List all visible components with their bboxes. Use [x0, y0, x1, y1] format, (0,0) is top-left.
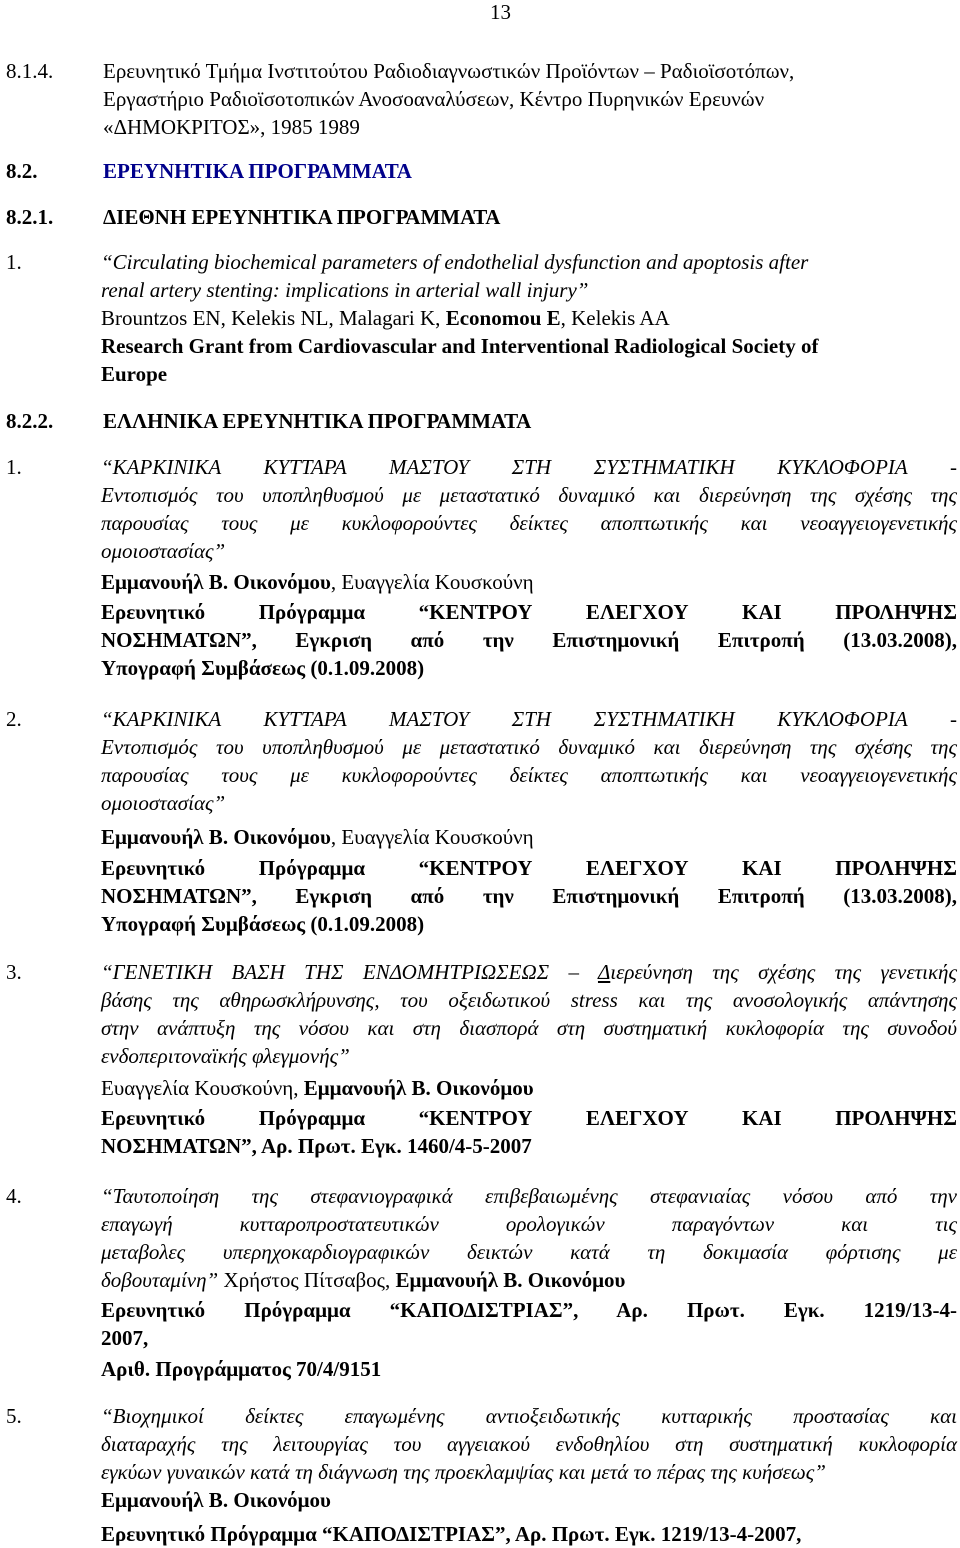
- subsection-title: ΔΙΕΘΝΗ ΕΡΕΥΝΗΤΙΚΑ ΠΡΟΓΡΑΜΜΑΤΑ: [103, 205, 501, 229]
- project-title-line: Εντοπισμός του υποπληθυσμού με μεταστατικό δυναμικό και διερεύνηση της σχέσης της: [101, 735, 957, 759]
- project-program-line: Ερευνητικό Πρόγραμμα “ΚΕΝΤΡΟΥ ΕΛΕΓΧΟΥ ΚΑΙ ΠΡΟΛΗΨΗΣ: [101, 600, 957, 624]
- project-program-line: ΝΟΣΗΜΑΤΩΝ”, Αρ. Πρωτ. Εγκ. 1460/4-5-2007: [101, 1134, 532, 1158]
- project-title-line: διαταραχής της λειτουργίας του αγγειακού ενδοθηλίου στη συστηματική κυκλοφορία: [101, 1432, 957, 1456]
- item-number: 5.: [6, 1404, 22, 1428]
- project-program-line: Υπογραφή Συμβάσεως (0.1.09.2008): [101, 912, 425, 936]
- project-program-line: 2007,: [101, 1326, 149, 1350]
- item-number: 1.: [6, 250, 22, 274]
- project-title-line: Εντοπισμός του υποπληθυσμού με μεταστατικό δυναμικό και διερεύνηση της σχέσης της: [101, 483, 957, 507]
- project-program-line: Ερευνητικό Πρόγραμμα “ΚΕΝΤΡΟΥ ΕΛΕΓΧΟΥ ΚΑΙ ΠΡΟΛΗΨΗΣ: [101, 856, 957, 880]
- project-title-line: “Ταυτοποίηση της στεφανιογραφικά επιβεβαιωμένης στεφανιαίας νόσου από την: [101, 1184, 957, 1208]
- position-line: Ερευνητικό Τμήμα Ινστιτούτου Ραδιοδιαγνωστικών Προϊόντων – Ραδιοϊσοτόπων,: [103, 59, 795, 83]
- project-title-line: επαγωγή κυτταροπροστατευτικών ορολογικών παραγόντων και τις: [101, 1212, 957, 1236]
- project-authors: Εμμανουήλ Β. Οικονόμου, Ευαγγελία Κουσκούνη: [101, 825, 534, 849]
- project-authors: Ευαγγελία Κουσκούνη, Εμμανουήλ Β. Οικονόμου: [101, 1076, 534, 1100]
- project-title-line: “ΚΑΡΚΙΝΙΚΑ ΚΥΤΤΑΡΑ ΜΑΣΤΟΥ ΣΤΗ ΣΥΣΤΗΜΑΤΙΚΗ ΚΥΚΛΟΦΟΡΙΑ -: [101, 707, 957, 731]
- project-title-line: “ΚΑΡΚΙΝΙΚΑ ΚΥΤΤΑΡΑ ΜΑΣΤΟΥ ΣΤΗ ΣΥΣΤΗΜΑΤΙΚΗ ΚΥΚΛΟΦΟΡΙΑ -: [101, 455, 957, 479]
- section-title: ΕΡΕΥΝΗΤΙΚΑ ΠΡΟΓΡΑΜΜΑΤΑ: [103, 159, 412, 183]
- position-line: «ΔΗΜΟΚΡΙΤΟΣ», 1985 1989: [103, 115, 360, 139]
- item-number: 2.: [6, 707, 22, 731]
- position-line: Εργαστήριο Ραδιοϊσοτοπικών Ανοσοαναλύσεων, Κέντρο Πυρηνικών Ερευνών: [103, 87, 765, 111]
- position-number: 8.1.4.: [6, 59, 54, 83]
- page-number: 13: [490, 0, 511, 24]
- project-program-line: Ερευνητικό Πρόγραμμα “ΚΑΠΟΔΙΣΤΡΙΑΣ”, Αρ. Πρωτ. Εγκ. 1219/13-4-2007,: [101, 1522, 802, 1546]
- project-grant-line: Europe: [101, 362, 168, 386]
- project-authors: Εμμανουήλ Β. Οικονόμου, Ευαγγελία Κουσκούνη: [101, 570, 534, 594]
- project-program-line: Ερευνητικό Πρόγραμμα “ΚΕΝΤΡΟΥ ΕΛΕΓΧΟΥ ΚΑΙ ΠΡΟΛΗΨΗΣ: [101, 1106, 957, 1130]
- project-authors: Brountzos EN, Kelekis NL, Malagari K, Economou E, Kelekis AA: [101, 306, 670, 330]
- project-title-line: παρουσίας τους με κυκλοφορούντες δείκτες αποπτωτικής και νεοαγγειογενετικής: [101, 763, 957, 787]
- project-title-line: εγκύων γυναικών κατά τη διάγνωση της προεκλαμψίας και μετά το πέρας της κυήσεως”: [101, 1460, 826, 1484]
- project-program-line: Υπογραφή Συμβάσεως (0.1.09.2008): [101, 656, 425, 680]
- project-program-line: ΝΟΣΗΜΑΤΩΝ”, Εγκριση από την Επιστημονική Επιτροπή (13.03.2008),: [101, 628, 957, 652]
- project-title-line: renal artery stenting: implications in arterial wall injury”: [101, 278, 589, 302]
- project-title-line: στην ανάπτυξη της νόσου και στη διασπορά στη συστηματική κυκλοφορία της συνοδού: [101, 1016, 957, 1040]
- project-program-line: Ερευνητικό Πρόγραμμα “ΚΑΠΟΔΙΣΤΡΙΑΣ”, Αρ. Πρωτ. Εγκ. 1219/13-4-: [101, 1298, 957, 1322]
- subsection-number: 8.2.2.: [6, 409, 54, 433]
- project-title-line: “Βιοχημικοί δείκτες επαγωμένης αντιοξειδωτικής κυτταρικής προστασίας και: [101, 1404, 957, 1428]
- project-title-line: “Circulating biochemical parameters of endothelial dysfunction and apoptosis after: [101, 250, 809, 274]
- subsection-title: ΕΛΛΗΝΙΚΑ ΕΡΕΥΝΗΤΙΚΑ ΠΡΟΓΡΑΜΜΑΤΑ: [103, 409, 532, 433]
- project-program-line: ΝΟΣΗΜΑΤΩΝ”, Εγκριση από την Επιστημονική Επιτροπή (13.03.2008),: [101, 884, 957, 908]
- project-grant-line: Research Grant from Cardiovascular and Interventional Radiological Society of: [101, 334, 819, 358]
- project-program-number: Αριθ. Προγράμματος 70/4/9151: [101, 1357, 382, 1381]
- project-title-authors-line: δοβουταμίνη” Χρήστος Πίτσαβος, Εμμανουήλ Β. Οικονόμου: [101, 1268, 626, 1292]
- project-title-line: βάσης της αθηρωσκλήρυνσης, του οξειδωτικού stress και της ανοσολογικής απάντησης: [101, 988, 957, 1012]
- section-number: 8.2.: [6, 159, 38, 183]
- project-title-line: μεταβολες υπερηχοκαρδιογραφικών δεικτών κατά τη δοκιμασία φόρτισης με: [101, 1240, 957, 1264]
- project-title-line: ενδοπεριτοναϊκής φλεγμονής”: [101, 1044, 350, 1068]
- project-title-line: ομοιοστασίας”: [101, 791, 226, 815]
- project-title-line: “ΓΕΝΕΤΙΚΗ ΒΑΣΗ ΤΗΣ ΕΝΔΟΜΗΤΡΙΩΣΕΩΣ – Διερεύνηση της σχέσης της γενετικής: [101, 960, 957, 984]
- project-authors: Εμμανουήλ Β. Οικονόμου: [101, 1488, 331, 1512]
- project-title-line: ομοιοστασίας”: [101, 539, 226, 563]
- item-number: 1.: [6, 455, 22, 479]
- item-number: 4.: [6, 1184, 22, 1208]
- item-number: 3.: [6, 960, 22, 984]
- subsection-number: 8.2.1.: [6, 205, 54, 229]
- project-title-line: παρουσίας τους με κυκλοφορούντες δείκτες αποπτωτικής και νεοαγγειογενετικής: [101, 511, 957, 535]
